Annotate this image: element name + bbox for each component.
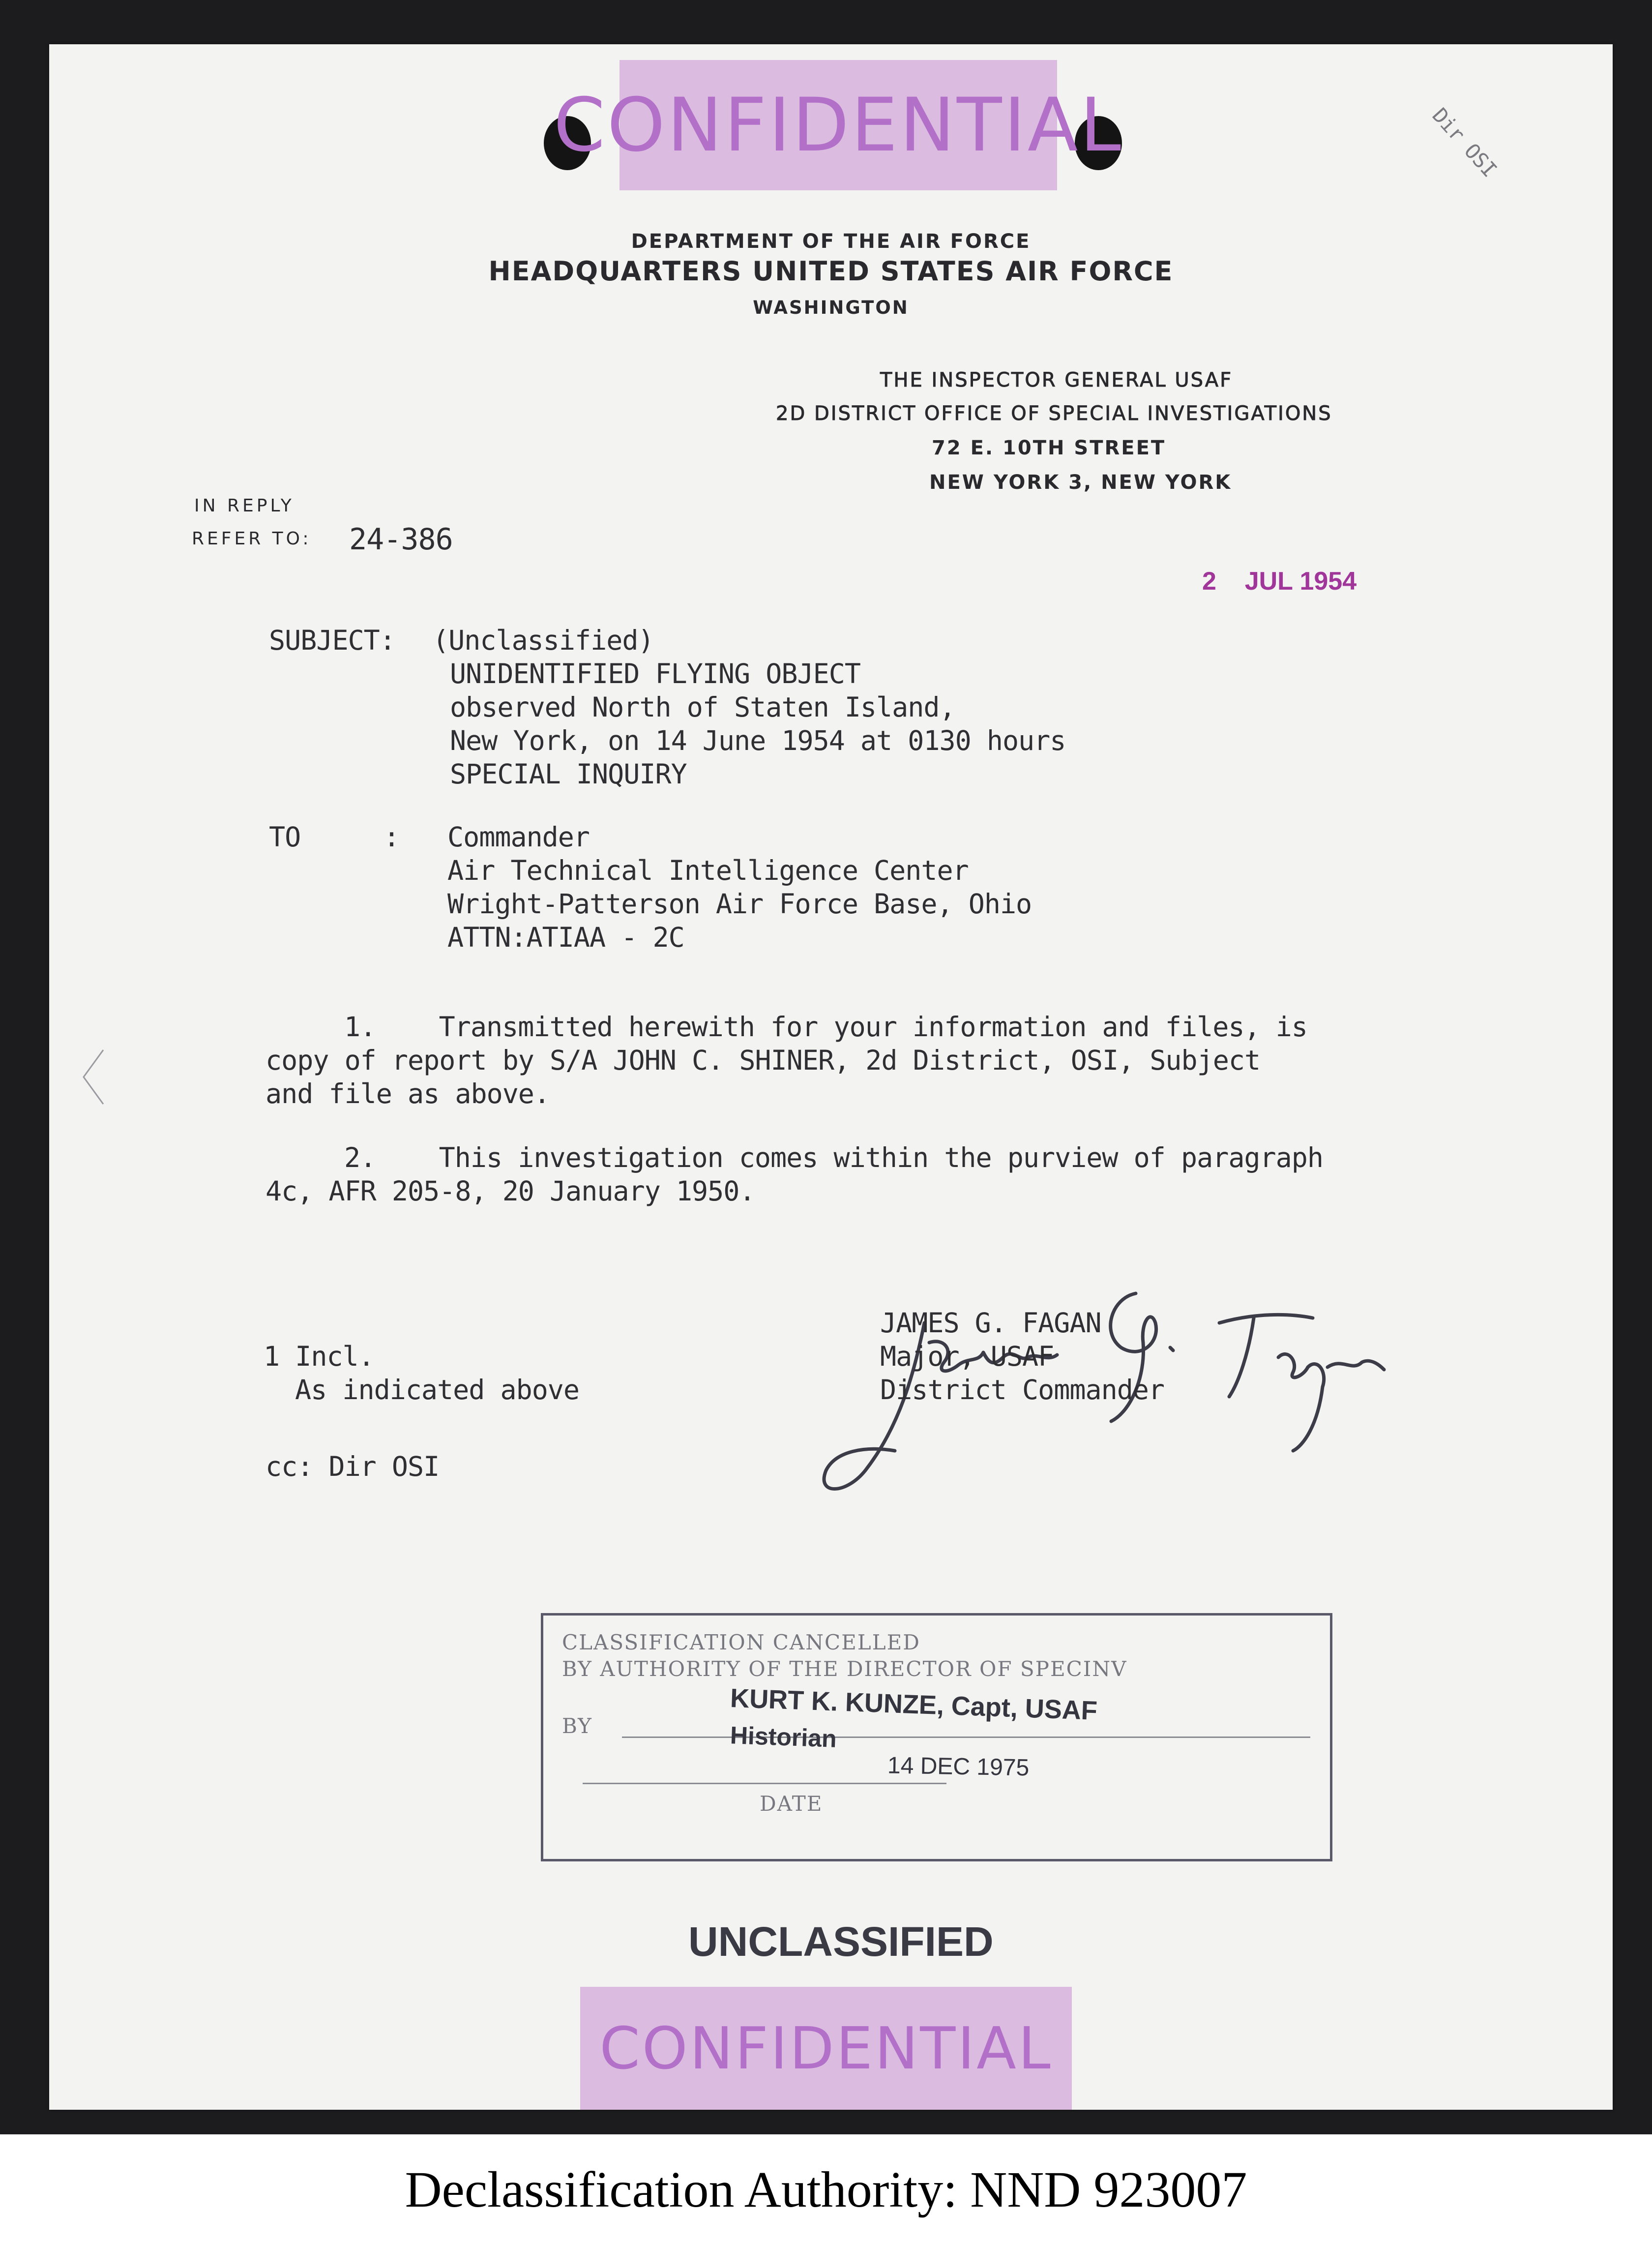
- paragraph-2-line: 2. This investigation comes within the purview of paragraph: [344, 1142, 1323, 1173]
- subject-line: UNIDENTIFIED FLYING OBJECT: [450, 658, 860, 689]
- to-line: Commander: [447, 821, 590, 853]
- enclosure-description: As indicated above: [295, 1374, 580, 1406]
- cancel-stamp-by-line: [622, 1736, 1310, 1738]
- to-line: Wright-Patterson Air Force Base, Ohio: [447, 888, 1032, 920]
- subject-line: SPECIAL INQUIRY: [450, 758, 687, 790]
- to-line: ATTN:ATIAA - 2C: [447, 922, 684, 953]
- corner-note: Dir OSI: [1427, 103, 1502, 182]
- to-line: Air Technical Intelligence Center: [447, 855, 969, 886]
- confidential-stamp-bottom: [580, 1987, 1072, 2110]
- signer-title: District Commander: [880, 1374, 1165, 1406]
- office-line-4: NEW YORK 3, NEW YORK: [929, 471, 1232, 494]
- confidential-stamp-top-text: CONFIDENTIAL: [553, 82, 1123, 168]
- cancel-stamp-officer-title: Historian: [730, 1721, 837, 1753]
- cancel-stamp-date: 14 DEC 1975: [887, 1752, 1030, 1781]
- refer-to-label: REFER TO:: [192, 529, 312, 549]
- confidential-stamp-bottom-text: CONFIDENTIAL: [599, 2014, 1053, 2082]
- enclosure-count: 1 Incl.: [264, 1341, 374, 1372]
- office-line-1: THE INSPECTOR GENERAL USAF: [880, 369, 1233, 391]
- declassification-footer: Declassification Authority: NND 923007: [405, 2161, 1247, 2218]
- unclassified-marking: UNCLASSIFIED: [688, 1918, 994, 1965]
- office-line-2: 2D DISTRICT OFFICE OF SPECIAL INVESTIGATIONS: [776, 402, 1332, 425]
- subject-line: observed North of Staten Island,: [450, 691, 955, 723]
- cancel-stamp-line-2: BY AUTHORITY OF THE DIRECTOR OF SPECINV: [562, 1657, 1127, 1681]
- office-line-3: 72 E. 10TH STREET: [932, 437, 1166, 459]
- subject-line: New York, on 14 June 1954 at 0130 hours: [450, 725, 1066, 756]
- cancel-stamp-officer: KURT K. KUNZE, Capt, USAF: [730, 1683, 1098, 1726]
- reference-number: 24-386: [349, 522, 453, 557]
- paragraph-1-line: 1. Transmitted herewith for your information and files, is: [344, 1011, 1307, 1043]
- to-colon: :: [384, 821, 400, 853]
- letterhead-headquarters: HEADQUARTERS UNITED STATES AIR FORCE: [488, 256, 1174, 287]
- subject-line: (Unclassified): [433, 625, 654, 656]
- subject-label: SUBJECT:: [269, 625, 395, 656]
- date-stamp: 2 JUL 1954: [1202, 567, 1357, 596]
- to-label: TO: [269, 821, 301, 853]
- signer-name: JAMES G. FAGAN: [880, 1307, 1101, 1339]
- in-reply-label: IN REPLY: [194, 496, 295, 516]
- document-page: [49, 44, 1613, 2110]
- confidential-stamp-top: [553, 60, 1123, 190]
- cancel-stamp-by-label: BY: [562, 1714, 592, 1738]
- signer-rank: Major, USAF: [880, 1341, 1054, 1372]
- paragraph-1-line: and file as above.: [266, 1078, 550, 1109]
- cancel-stamp-date-line: [583, 1783, 946, 1784]
- cancel-stamp-date-label: DATE: [760, 1792, 823, 1816]
- cancel-stamp-line-1: CLASSIFICATION CANCELLED: [562, 1630, 920, 1654]
- paragraph-2-line: 4c, AFR 205-8, 20 January 1950.: [266, 1175, 755, 1207]
- paragraph-1-line: copy of report by S/A JOHN C. SHINER, 2d District, OSI, Subject: [266, 1045, 1261, 1076]
- margin-mark: [79, 1048, 108, 1107]
- letterhead-city: WASHINGTON: [753, 297, 909, 318]
- carbon-copy: cc: Dir OSI: [266, 1451, 440, 1482]
- letterhead-department: DEPARTMENT OF THE AIR FORCE: [631, 230, 1031, 253]
- classification-cancelled-stamp: [541, 1613, 1332, 1861]
